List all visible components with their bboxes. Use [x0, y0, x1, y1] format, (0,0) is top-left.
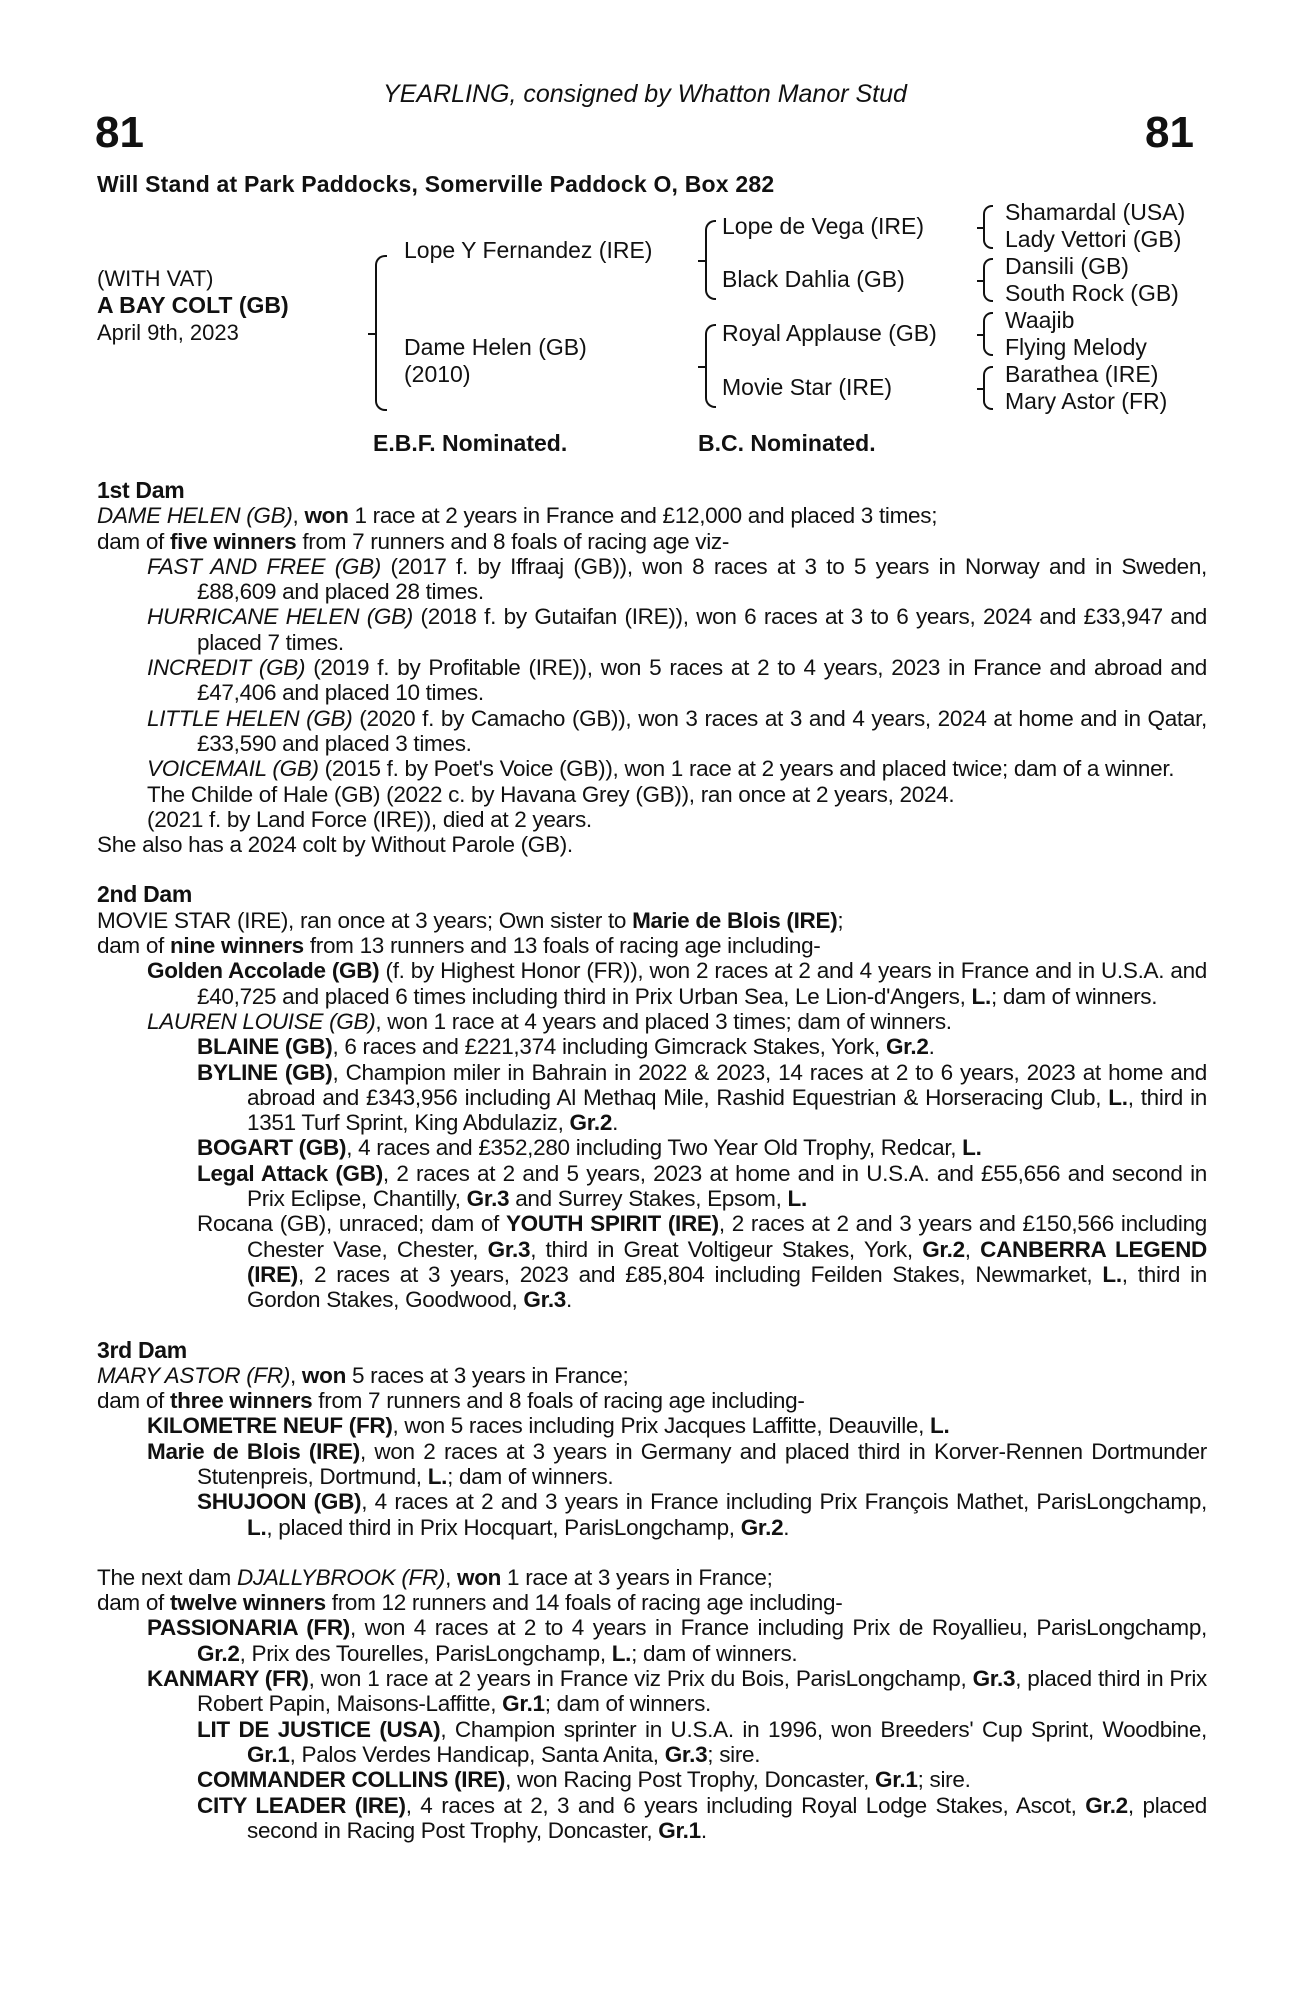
bold-run: nine winners	[169, 933, 304, 959]
text-run: (2017 f. by Iffraaj (GB)), won 8 races at 3 to 5 years in Norway and in Sweden, £88,609 and placed 28 times.	[197, 553, 1208, 605]
text-run: ; dam of winners.	[544, 1691, 711, 1717]
bold-run: Legal Attack (GB)	[197, 1160, 383, 1186]
italic-run: DAME HELEN (GB)	[97, 503, 293, 529]
text-run: 1 race at 3 years in France;	[501, 1564, 773, 1590]
bold-run: won	[301, 1362, 347, 1388]
bold-run: L.	[427, 1463, 448, 1489]
dam-foaling-year: (2010)	[404, 361, 471, 387]
bold-run: L.	[611, 1640, 632, 1666]
section-title: 1st Dam	[97, 477, 185, 503]
bold-run: CANBERRA LEGEND (IRE)	[247, 1236, 1208, 1287]
sire-sire: Lope de Vega (IRE)	[722, 213, 925, 239]
text-run: , 4 races at 2 and 3 years in France including Prix François Mathet, ParisLongchamp,	[361, 1489, 1208, 1515]
text-run: ,	[290, 1362, 302, 1388]
bold-run: LIT DE JUSTICE (USA)	[197, 1716, 441, 1742]
text-run: dam of	[97, 528, 170, 554]
text-run: ,	[964, 1236, 981, 1262]
bold-run: Gr.1	[502, 1691, 545, 1717]
text-run: dam of	[97, 1388, 170, 1414]
progeny-entry	[97, 1489, 1207, 1540]
italic-run: DJALLYBROOK (FR)	[236, 1564, 446, 1590]
bold-run: won	[304, 503, 349, 529]
text-run: , won 5 races including Prix Jacques Laffitte, Deauville,	[392, 1413, 931, 1439]
text-run: .	[566, 1287, 572, 1313]
section-title: 3rd Dam	[97, 1336, 187, 1363]
text-run: ; dam of winners.	[631, 1640, 798, 1666]
grandsire-1: Shamardal (USA)	[1005, 199, 1186, 225]
dam-summary-line	[97, 1363, 1207, 1388]
pedigree-brace-g4	[983, 366, 993, 410]
text-run: from 13 runners and 13 foals of racing age including-	[303, 933, 821, 959]
text-run: .	[700, 1817, 707, 1843]
text-run: .	[783, 1514, 790, 1540]
text-run: dam of	[97, 933, 170, 959]
text-run: , won 1 race at 4 years and placed 3 times; dam of winners.	[375, 1008, 952, 1034]
bold-run: SHUJOON (GB)	[197, 1489, 362, 1515]
dam-summary-line	[97, 1590, 1207, 1615]
text-run: , 4 races at 2, 3 and 6 years including Royal Lodge Stakes, Ascot,	[405, 1792, 1086, 1818]
text-run: ; sire.	[917, 1767, 971, 1793]
foaling-date: April 9th, 2023	[97, 320, 239, 345]
lot-number-right: 81	[1145, 108, 1194, 157]
dam-summary-line	[97, 908, 1207, 933]
dam-sire: Royal Applause (GB)	[722, 320, 937, 346]
horse-name: A BAY COLT (GB)	[97, 292, 289, 318]
progeny-entry	[97, 554, 1207, 605]
bold-run: L.	[1102, 1261, 1122, 1287]
granddam-1: Lady Vettori (GB)	[1005, 226, 1182, 252]
bold-run: Gr.2	[885, 1034, 929, 1060]
text-run: , won 4 races at 2 to 4 years in France including Prix de Royallieu, ParisLongchamp,	[349, 1615, 1207, 1641]
granddam-2: South Rock (GB)	[1005, 280, 1179, 306]
progeny-entry	[97, 1009, 1207, 1034]
italic-run: VOICEMAIL (GB)	[147, 756, 319, 782]
text-run: ; dam of winners.	[990, 983, 1158, 1009]
text-run: (2018 f. by Gutaifan (IRE)), won 6 races at 3 to 6 years, 2024 and £33,947 and placed 7 times.	[197, 604, 1208, 655]
progeny-entry	[97, 958, 1207, 1009]
progeny-entry	[97, 1615, 1207, 1666]
text-run: ,	[445, 1564, 458, 1590]
bold-run: Gr.2	[569, 1110, 613, 1136]
pedigree-brace-g1	[983, 205, 993, 249]
dam-summary-line	[97, 832, 1207, 857]
progeny-entry	[97, 782, 1207, 807]
text-run: MOVIE STAR (IRE), ran once at 3 years; Own sister to	[97, 907, 633, 933]
pedigree-brace-dam	[705, 324, 716, 408]
text-run: , 4 races and £352,280 including Two Year Old Trophy, Redcar,	[346, 1135, 963, 1161]
bold-run: won	[457, 1564, 502, 1590]
dam-dam: Movie Star (IRE)	[722, 374, 892, 400]
text-run: from 12 runners and 14 foals of racing age including-	[325, 1590, 843, 1616]
text-run: , 6 races and £221,374 including Gimcrack Stakes, York,	[332, 1034, 886, 1060]
bold-run: Golden Accolade (GB)	[147, 958, 380, 984]
text-run: 5 races at 3 years in France;	[346, 1362, 629, 1388]
bold-run: PASSIONARIA (FR)	[147, 1615, 350, 1641]
dam-section	[97, 1313, 1207, 1540]
grandsire-3: Waajib	[1005, 307, 1075, 333]
bold-run: BYLINE (GB)	[197, 1059, 333, 1085]
italic-run: INCREDIT (GB)	[147, 655, 306, 681]
bold-run: BOGART (GB)	[197, 1135, 347, 1161]
text-run: , placed third in Prix Hocquart, ParisLongchamp,	[266, 1514, 741, 1540]
text-run: The next dam	[97, 1564, 237, 1590]
sire-dam: Black Dahlia (GB)	[722, 266, 905, 292]
granddam-4: Mary Astor (FR)	[1005, 388, 1168, 414]
progeny-entry	[97, 706, 1207, 757]
progeny-entry	[97, 756, 1207, 781]
stabling-location: Will Stand at Park Paddocks, Somerville Paddock O, Box 282	[97, 171, 775, 197]
dam-section	[97, 1540, 1207, 1843]
bold-run: YOUTH SPIRIT (IRE)	[505, 1211, 719, 1237]
bc-nomination: B.C. Nominated.	[698, 430, 876, 456]
bold-run: Marie de Blois (IRE)	[632, 907, 838, 933]
bold-run: BLAINE (GB)	[197, 1034, 333, 1060]
dam-summary-line	[97, 529, 1207, 554]
dam-section	[97, 857, 1207, 1312]
bold-run: Gr.2	[922, 1236, 965, 1262]
bold-run: Gr.2	[740, 1514, 784, 1540]
pedigree-brace-g2	[983, 258, 993, 302]
bold-run: L.	[1108, 1084, 1128, 1110]
text-run: .	[612, 1110, 619, 1136]
bold-run: Gr.3	[523, 1287, 567, 1313]
ebf-nomination: E.B.F. Nominated.	[373, 430, 568, 456]
consignor-line: YEARLING, consigned by Whatton Manor Stud	[383, 80, 907, 108]
progeny-entry	[97, 1413, 1207, 1438]
text-run: from 7 runners and 8 foals of racing age viz-	[296, 528, 730, 554]
bold-run: L.	[247, 1514, 267, 1540]
text-run: , placed third in Prix Robert Papin, Maisons-Laffitte,	[197, 1666, 1207, 1717]
bold-run: twelve winners	[169, 1590, 326, 1616]
text-run: , third in 1351 Turf Sprint, King Abdulaziz,	[247, 1084, 1207, 1136]
dam-summary-line	[97, 1388, 1207, 1413]
sire: Lope Y Fernandez (IRE)	[404, 237, 653, 263]
text-run: , 2 races at 2 and 5 years, 2023 at home and in U.S.A. and £55,656 and second in Prix Eclipse, Chantilly,	[247, 1160, 1207, 1212]
progeny-entry	[97, 1211, 1207, 1312]
bold-run: Gr.1	[875, 1767, 918, 1793]
dam-summary-line	[97, 1565, 1207, 1590]
text-run: , 2 races at 2 and 3 years and £150,566 including Chester Vase, Chester,	[247, 1211, 1207, 1262]
text-run: She also has a 2024 colt by Without Parole (GB).	[97, 832, 573, 858]
progeny-entry	[97, 1793, 1207, 1844]
bold-run: Gr.3	[487, 1236, 531, 1262]
dam-summary-line	[97, 503, 1207, 528]
text-run: ; dam of winners.	[447, 1463, 614, 1489]
text-run: (2019 f. by Profitable (IRE)), won 5 races at 2 to 4 years, 2023 in France and abroad and £47,406 and placed 10 times.	[197, 655, 1207, 706]
bold-run: L.	[971, 983, 991, 1009]
vat-note: (WITH VAT)	[97, 266, 214, 291]
progeny-entry	[97, 655, 1207, 706]
text-run: 1 race at 2 years in France and £12,000 and placed 3 times;	[348, 503, 938, 529]
text-run: , won 2 races at 3 years in Germany and placed third in Korver-Rennen Dortmunder Stutenpreis, Dortmund,	[197, 1438, 1207, 1489]
progeny-entry	[97, 1034, 1207, 1059]
bold-run: CITY LEADER (IRE)	[197, 1792, 406, 1818]
bold-run: L.	[930, 1413, 950, 1439]
text-run: , won Racing Post Trophy, Doncaster,	[505, 1767, 876, 1793]
text-run: The Childe of Hale (GB) (2022 c. by Havana Grey (GB)), ran once at 2 years, 2024.	[147, 781, 955, 807]
bold-run: Marie de Blois (IRE)	[147, 1438, 360, 1464]
progeny-entry	[97, 604, 1207, 655]
progeny-entry	[97, 1060, 1207, 1136]
text-run: , third in Gordon Stakes, Goodwood,	[247, 1261, 1207, 1313]
italic-run: HURRICANE HELEN (GB)	[147, 604, 413, 630]
bold-run: three winners	[169, 1388, 313, 1414]
text-run: , Champion sprinter in U.S.A. in 1996, won Breeders' Cup Sprint, Woodbine,	[440, 1716, 1208, 1742]
progeny-entry	[97, 1161, 1207, 1212]
bold-run: L.	[962, 1135, 982, 1161]
lot-number-left: 81	[95, 108, 144, 157]
progeny-entry	[97, 1135, 1207, 1160]
dam-section	[97, 478, 1207, 857]
pedigree-brace-main	[375, 255, 387, 411]
dam: Dame Helen (GB)	[404, 334, 587, 360]
section-title: 2nd Dam	[97, 881, 193, 908]
granddam-3: Flying Melody	[1005, 334, 1147, 360]
progeny-entry	[97, 807, 1207, 832]
text-run: (2021 f. by Land Force (IRE)), died at 2 years.	[147, 806, 592, 832]
bold-run: L.	[787, 1186, 807, 1212]
text-run: dam of	[97, 1590, 170, 1616]
grandsire-4: Barathea (IRE)	[1005, 361, 1159, 387]
grandsire-2: Dansili (GB)	[1005, 253, 1129, 279]
bold-run: Gr.2	[1085, 1792, 1128, 1818]
section-gap	[97, 1540, 1207, 1565]
bold-run: Gr.2	[197, 1640, 240, 1666]
text-run: ; sire.	[707, 1741, 761, 1767]
pedigree-brace-sire	[705, 220, 716, 300]
italic-run: FAST AND FREE (GB)	[147, 553, 381, 579]
progeny-entry	[97, 1666, 1207, 1717]
pedigree-brace-g3	[983, 312, 993, 356]
text-run: (2015 f. by Poet's Voice (GB)), won 1 race at 2 years and placed twice; dam of a winner.	[318, 756, 1175, 782]
text-run: , Palos Verdes Handicap, Santa Anita,	[289, 1741, 665, 1767]
bold-run: Gr.1	[658, 1817, 701, 1843]
progeny-entry	[97, 1717, 1207, 1768]
italic-run: LAUREN LOUISE (GB)	[147, 1008, 376, 1034]
text-run: , third in Great Voltigeur Stakes, York,	[530, 1236, 923, 1262]
text-run: ,	[292, 503, 305, 529]
bold-run: Gr.3	[972, 1666, 1016, 1692]
bold-run: Gr.1	[247, 1741, 290, 1767]
text-run: , Champion miler in Bahrain in 2022 & 2023, 14 races at 2 to 6 years, 2023 at home and abroad and £343,956 including Al Methaq Mile, Rashid Equestrian & Horseracing Club,	[247, 1059, 1207, 1110]
progeny-entry	[97, 1439, 1207, 1490]
dam-summary-line	[97, 933, 1207, 958]
text-run: , Prix des Tourelles, ParisLongchamp,	[239, 1640, 612, 1666]
text-run: (f. by Highest Honor (FR)), won 2 races at 2 and 4 years in France and in U.S.A. and £40,725 and placed 6 times including third in Prix Urban Sea, Le Lion-d'Angers,	[197, 958, 1207, 1009]
text-run: and Surrey Stakes, Epsom,	[509, 1186, 788, 1212]
bold-run: KILOMETRE NEUF (FR)	[147, 1413, 393, 1439]
text-run: Rocana (GB), unraced; dam of	[197, 1211, 506, 1237]
bold-run: five winners	[169, 528, 297, 554]
text-run: , 2 races at 3 years, 2023 and £85,804 including Feilden Stakes, Newmarket,	[298, 1261, 1103, 1287]
bold-run: Gr.3	[664, 1741, 708, 1767]
text-run: .	[928, 1034, 935, 1060]
text-run: from 7 runners and 8 foals of racing age including-	[312, 1388, 805, 1414]
text-run: ;	[837, 907, 844, 933]
section-gap	[97, 857, 1207, 882]
section-gap	[97, 1313, 1207, 1338]
bold-run: KANMARY (FR)	[147, 1666, 309, 1692]
progeny-entry	[97, 1767, 1207, 1792]
text-run: , won 1 race at 2 years in France viz Prix du Bois, ParisLongchamp,	[308, 1666, 973, 1692]
family-history	[97, 478, 1207, 1843]
bold-run: COMMANDER COLLINS (IRE)	[197, 1767, 506, 1793]
text-run: , placed second in Racing Post Trophy, Doncaster,	[247, 1792, 1207, 1843]
text-run: (2020 f. by Camacho (GB)), won 3 races at 3 and 4 years, 2024 at home and in Qatar, £33,590 and placed 3 times.	[197, 705, 1207, 756]
bold-run: Gr.3	[466, 1186, 510, 1212]
italic-run: MARY ASTOR (FR)	[97, 1362, 291, 1388]
italic-run: LITTLE HELEN (GB)	[147, 705, 353, 731]
